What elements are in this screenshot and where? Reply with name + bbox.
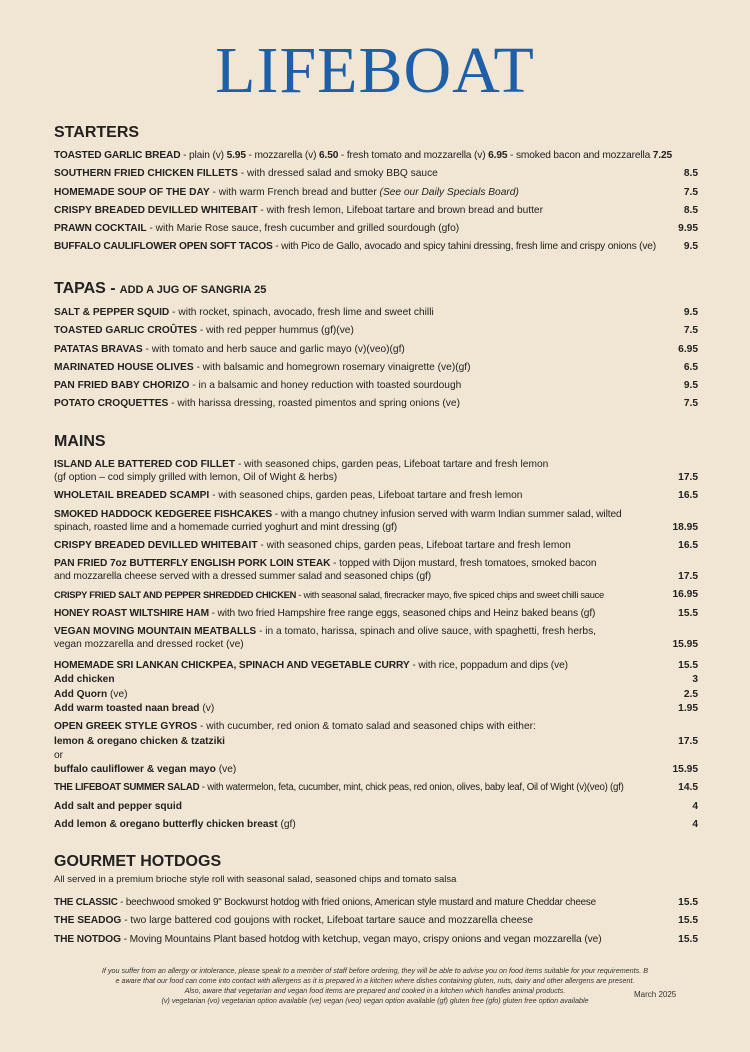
menu-item-addon	[54, 818, 698, 831]
item-price: 7.5	[683, 325, 698, 337]
item-desc: - topped with Dijon mustard, fresh tomatoes, smoked bacon	[330, 558, 597, 570]
item-name: Add lemon & oregano butterfly chicken breast	[54, 819, 278, 831]
item-name: CRISPY FRIED SALT AND PEPPER SHREDDED CHICKEN	[54, 589, 297, 601]
item-price: 16.5	[678, 539, 698, 551]
item-desc: - with balsamic and homegrown rosemary vinaigrette (ve)(gf)	[193, 361, 471, 373]
menu-item	[54, 896, 698, 909]
item-name: SOUTHERN FRIED CHICKEN FILLETS	[54, 168, 238, 180]
item-name: HOMEMADE SOUP OF THE DAY	[54, 186, 210, 198]
menu-item-addon	[54, 800, 698, 813]
footer-line: If you suffer from an allergy or intolerance, please speak to a member of staff before ordering, they will be able to advise you on food items suitable for your requirements. B	[101, 966, 649, 975]
item-name: Add chicken	[54, 674, 115, 686]
item-price: 6.50	[319, 150, 339, 161]
menu-item	[54, 588, 698, 601]
starters-heading: STARTERS	[54, 124, 140, 141]
item-desc: - with rice, poppadum and dips (ve)	[409, 660, 568, 672]
item-name: Add salt and pepper squid	[54, 800, 182, 812]
item-desc: - with tomato and herb sauce and garlic mayo (v)(veo)(gf)	[142, 343, 405, 355]
item-name: PAN FRIED BABY CHORIZO	[54, 380, 190, 392]
menu-item	[54, 557, 698, 583]
menu-item	[54, 379, 698, 392]
tapas-section	[54, 279, 698, 416]
menu-item-option	[54, 735, 698, 748]
item-desc-line2: (gf option – cod simply grilled with lemon, Oil of Wight & herbs)	[54, 472, 338, 483]
item-price: 9.5	[683, 380, 698, 392]
item-price: 6.5	[683, 361, 698, 373]
item-price: 15.95	[672, 639, 698, 651]
item-desc-line2: spinach, roasted lime and a homemade curried yoghurt and mint dressing (gf)	[54, 521, 398, 533]
menu-item	[54, 186, 698, 199]
item-price: 2.5	[683, 688, 698, 700]
item-price: 16.5	[678, 490, 698, 502]
item-price: 8.5	[683, 204, 698, 216]
item-desc: - with harissa dressing, roasted pimentos and spring onions (ve)	[168, 398, 460, 410]
item-price: 15.5	[678, 660, 698, 672]
item-price: 7.25	[652, 150, 673, 161]
item-desc: - Moving Mountains Plant based hotdog with ketchup, vegan mayo, crispy onions and vegan mozzarella (ve)	[120, 933, 602, 945]
item-desc: - with a mango chutney infusion served with warm Indian summer salad, wilted	[272, 508, 622, 520]
item-desc: - with red pepper hummus (gf)(ve)	[197, 325, 354, 337]
item-price: 6.95	[488, 150, 508, 161]
item-name: THE NOTDOG	[54, 933, 121, 945]
item-name: PRAWN COCKTAIL	[54, 223, 147, 235]
item-price: 17.5	[678, 472, 698, 483]
item-price: 17.5	[678, 571, 698, 583]
item-desc: - fresh tomato and mozzarella (v)	[338, 150, 489, 161]
or-text: or	[54, 749, 64, 761]
menu-item	[54, 222, 698, 235]
item-name: HONEY ROAST WILTSHIRE HAM	[54, 607, 209, 619]
hotdogs-subtitle: All served in a premium brioche style roll with seasonal salad, seasoned chips and tomato salsa	[54, 874, 457, 885]
item-desc: - smoked bacon and mozzarella	[507, 150, 653, 161]
menu-item-addon	[54, 688, 698, 701]
item-note: (See our Daily Specials Board)	[379, 186, 519, 198]
item-price: 4	[692, 800, 698, 812]
hotdogs-heading: GOURMET HOTDOGS	[54, 853, 222, 870]
item-desc: - with seasoned chips, garden peas, Lifeboat tartare and fresh lemon	[235, 459, 549, 470]
item-desc: - with dressed salad and smoky BBQ sauce	[237, 168, 438, 180]
item-name: ISLAND ALE BATTERED COD FILLET	[54, 459, 236, 470]
menu-item	[54, 508, 698, 534]
item-price: 9.95	[678, 223, 698, 235]
menu-item	[54, 933, 698, 946]
item-desc: (v)	[199, 702, 215, 714]
footer-line: Also, aware that vegetarian and vegan food items are prepared and cooked in a kitchen which handles animal products.	[184, 986, 566, 995]
item-desc: - with two fried Hampshire free range eggs, seasoned chips and Heinz baked beans (gf)	[208, 607, 596, 619]
sangria-note: ADD A JUG OF SANGRIA 25	[119, 284, 267, 296]
starters-section	[54, 123, 698, 259]
item-desc: - with Pico de Gallo, avocado and spicy tahini dressing, fresh lime and crispy onions (ve)	[272, 241, 656, 253]
item-desc: (ve)	[107, 688, 128, 700]
item-price: 15.5	[678, 607, 698, 619]
item-price: 16.95	[672, 589, 698, 601]
item-desc: - with fresh lemon, Lifeboat tartare and brown bread and butter	[257, 204, 543, 216]
item-price: 1.95	[678, 702, 698, 714]
item-price: 5.95	[226, 150, 246, 161]
item-desc: - beechwood smoked 9" Bockwurst hotdog with fried onions, American style mustard and mature Cheddar cheese	[117, 897, 596, 908]
item-desc: - with rocket, spinach, avocado, fresh lime and sweet chilli	[169, 307, 434, 318]
item-desc: - two large battered cod goujons with rocket, Lifeboat tartare sauce and mozzarella cheese	[121, 915, 534, 927]
item-name: THE SEADOG	[54, 915, 122, 927]
menu-item-or	[54, 749, 698, 762]
menu-item	[54, 204, 698, 217]
mains-section	[54, 432, 698, 836]
menu-item	[54, 167, 698, 180]
item-price: 7.5	[683, 186, 698, 198]
menu-item	[54, 343, 698, 356]
menu-item	[54, 324, 698, 337]
item-name: MARINATED HOUSE OLIVES	[54, 361, 194, 373]
menu-date: March 2025	[634, 990, 677, 999]
item-price: 15.5	[678, 915, 698, 927]
item-name: PAN FRIED 7oz BUTTERFLY ENGLISH PORK LOIN STEAK	[54, 558, 331, 570]
menu-item-option	[54, 763, 698, 776]
menu-item	[54, 659, 698, 672]
menu-item	[54, 607, 698, 620]
menu-item	[54, 914, 698, 927]
item-name: CRISPY BREADED DEVILLED WHITEBAIT	[54, 539, 258, 551]
item-name: HOMEMADE SRI LANKAN CHICKPEA, SPINACH AND VEGETABLE CURRY	[54, 660, 410, 672]
item-name: CRISPY BREADED DEVILLED WHITEBAIT	[54, 204, 258, 216]
item-name: BUFFALO CAULIFLOWER OPEN SOFT TACOS	[54, 241, 273, 253]
item-name: PATATAS BRAVAS	[54, 343, 143, 355]
tapas-heading	[54, 279, 698, 300]
item-desc: - with seasoned chips, garden peas, Lifeboat tartare and fresh lemon	[209, 490, 523, 502]
footer-line: (v) vegetarian (vo) vegetarian option available (ve) vegan (veo) vegan option available (gf) gluten free (gfo) gluten free option available	[161, 996, 589, 1005]
menu-item	[54, 539, 698, 552]
menu-item-addon	[54, 702, 698, 715]
item-price: 8.5	[683, 168, 698, 180]
item-name: WHOLETAIL BREADED SCAMPI	[54, 490, 210, 502]
item-name: SALT & PEPPER SQUID	[54, 307, 170, 318]
item-name: TOASTED GARLIC BREAD	[54, 150, 181, 161]
menu-item-garlic-bread	[54, 149, 698, 162]
item-name: VEGAN MOVING MOUNTAIN MEATBALLS	[54, 626, 257, 638]
item-desc-line2: and mozzarella cheese served with a dressed summer salad and seasoned chips (gf)	[54, 571, 432, 583]
item-price: 9.5	[683, 307, 698, 318]
hotdogs-section	[54, 852, 698, 951]
item-price: 4	[692, 819, 698, 831]
item-desc: - in a balsamic and honey reduction with toasted sourdough	[189, 380, 462, 392]
item-desc: - with Marie Rose sauce, fresh cucumber and grilled sourdough (gfo)	[146, 223, 460, 235]
item-name: THE LIFEBOAT SUMMER SALAD	[54, 782, 200, 794]
menu-item	[54, 489, 698, 502]
item-price: 9.5	[683, 241, 698, 253]
menu-item	[54, 397, 698, 410]
menu-item	[54, 720, 698, 733]
item-name: Add warm toasted naan bread	[54, 702, 200, 714]
item-name: POTATO CROQUETTES	[54, 398, 169, 410]
menu-item	[54, 781, 698, 794]
item-price: 3	[692, 674, 698, 686]
item-name: SMOKED HADDOCK KEDGEREE FISHCAKES	[54, 508, 273, 520]
item-price: 15.5	[678, 897, 698, 908]
item-name: OPEN GREEK STYLE GYROS	[54, 721, 198, 733]
item-price: 18.95	[672, 521, 698, 533]
item-desc: - with watermelon, feta, cucumber, mint, chick peas, red onion, olives, baby leaf, Oil of Wight (v)(veo) (gf)	[199, 782, 624, 794]
item-desc: - with warm French bread and butter	[209, 186, 380, 198]
menu-item-addon	[54, 673, 698, 686]
item-price: 15.95	[672, 764, 698, 776]
item-price: 14.5	[678, 782, 698, 794]
item-desc-line2: vegan mozzarella and dressed rocket (ve)	[54, 639, 244, 651]
menu-item	[54, 306, 698, 319]
allergy-footer	[70, 966, 680, 1006]
item-desc: - plain (v)	[180, 150, 227, 161]
item-price: 15.5	[678, 933, 698, 945]
item-desc: - with cucumber, red onion & tomato salad and seasoned chips with either:	[197, 721, 536, 733]
menu-item	[54, 361, 698, 374]
item-name: TOASTED GARLIC CROÛTES	[54, 325, 198, 337]
item-name: buffalo cauliflower & vegan mayo	[54, 764, 216, 776]
item-name: lemon & oregano chicken & tzatziki	[54, 735, 225, 747]
menu-item	[54, 240, 698, 253]
footer-line: e aware that our food can come into contact with allergens as it is prepared in a kitchen where dishes containing gluten, nuts, dairy and other allergens are present.	[115, 976, 635, 985]
item-desc: - with seasoned chips, garden peas, Lifeboat tartare and fresh lemon	[257, 539, 571, 551]
menu-item	[54, 458, 698, 484]
item-desc: (gf)	[277, 819, 296, 831]
item-price: 17.5	[678, 735, 698, 747]
item-price: 7.5	[683, 398, 698, 410]
item-price: 6.95	[678, 343, 698, 355]
item-desc: - in a tomato, harissa, spinach and olive sauce, with spaghetti, fresh herbs,	[256, 626, 596, 638]
item-desc: - with seasonal salad, firecracker mayo, five spiced chips and sweet chilli sauce	[296, 589, 604, 601]
restaurant-title: LIFEBOAT	[215, 34, 535, 107]
item-desc: - mozzarella (v)	[245, 150, 319, 161]
tapas-title: TAPAS -	[54, 280, 116, 297]
mains-heading: MAINS	[54, 433, 106, 450]
item-desc: (ve)	[215, 764, 237, 776]
menu-item	[54, 625, 698, 651]
item-name: THE CLASSIC	[54, 897, 118, 908]
item-name: Add Quorn	[54, 688, 108, 700]
